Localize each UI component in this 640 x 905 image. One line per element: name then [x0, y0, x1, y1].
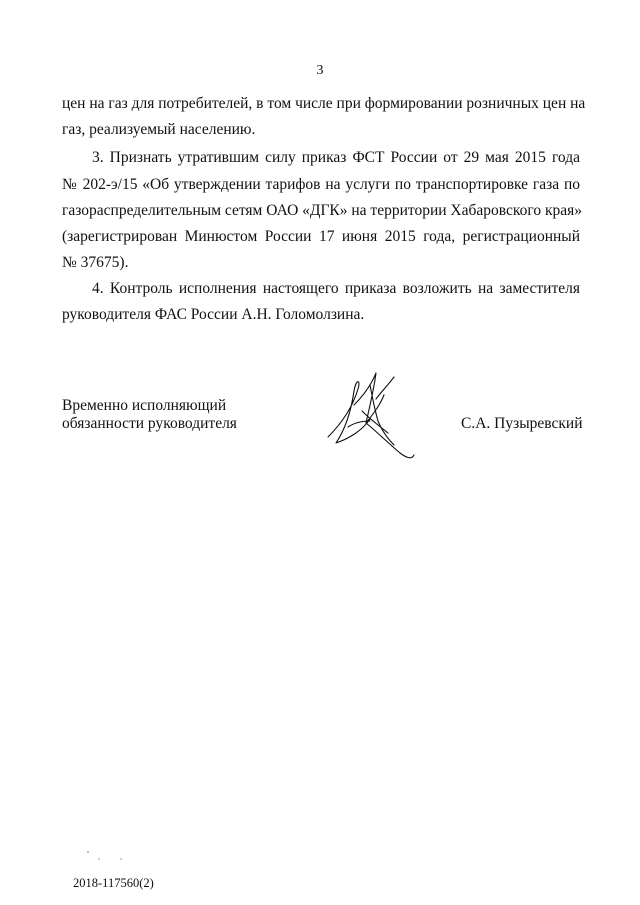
item-4-line-2: руководителя ФАС России А.Н. Голомолзина.: [62, 306, 365, 323]
item-3-line-5: № 37675).: [62, 254, 129, 271]
signer-title-line-1: Временно исполняющий: [62, 397, 227, 414]
paragraph-cont-line-1: цен на газ для потребителей, в том числе при формировании розничных цен на: [62, 95, 586, 112]
item-3-line-2: № 202-э/15 «Об утверждении тарифов на услуги по транспортировке газа по: [62, 176, 580, 193]
item-4-line-1: 4. Контроль исполнения настоящего приказа возложить на заместителя: [92, 280, 580, 297]
signer-title-line-2: обязанности руководителя: [62, 415, 237, 432]
scan-specks: [85, 850, 135, 862]
page-number: 3: [316, 63, 324, 78]
signer-name: С.А. Пузыревский: [461, 415, 583, 432]
item-3-line-3: газораспределительным сетям ОАО «ДГК» на территории Хабаровского края»: [62, 202, 582, 219]
document-id: 2018-117560(2): [73, 876, 154, 890]
paragraph-cont-line-2: газ, реализуемый населению.: [62, 121, 256, 138]
item-3-line-4: (зарегистрирован Минюстом России 17 июня 2015 года, регистрационный: [62, 228, 580, 245]
handwritten-signature-icon: [318, 365, 418, 465]
item-3-line-1: 3. Признать утратившим силу приказ ФСТ России от 29 мая 2015 года: [92, 149, 580, 166]
